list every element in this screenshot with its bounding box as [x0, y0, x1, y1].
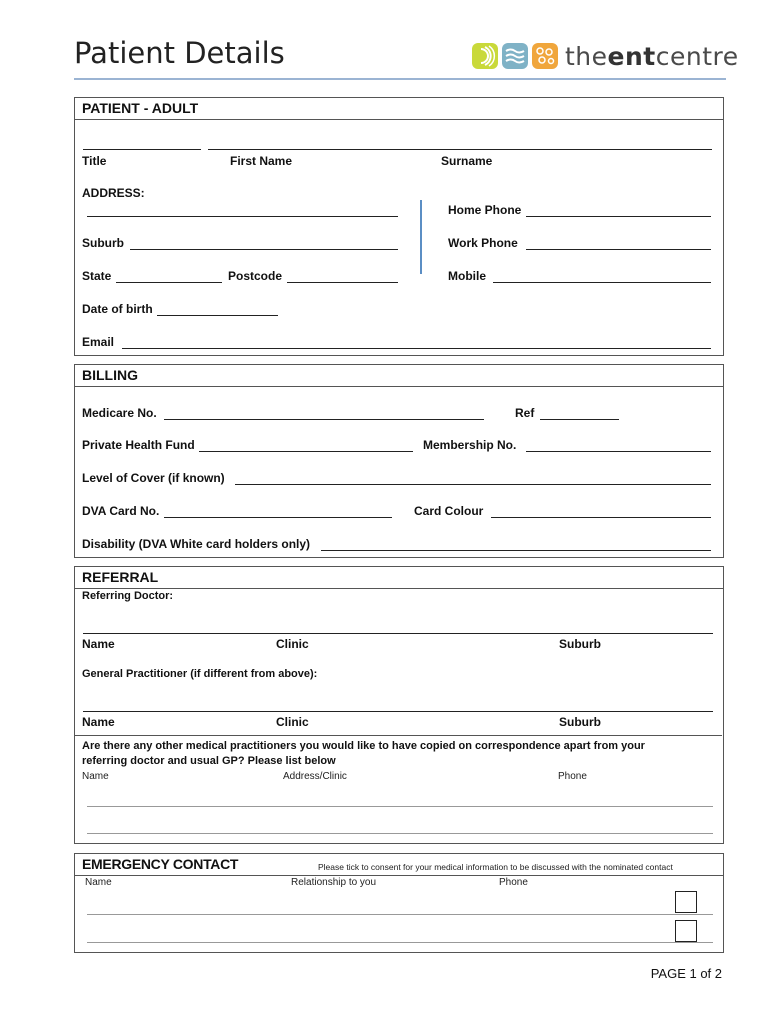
- gp-clinic-label: Clinic: [276, 715, 309, 729]
- brand-name: theentcentre: [565, 41, 739, 71]
- consent-checkbox-1[interactable]: [675, 891, 697, 913]
- surname-label: Surname: [441, 154, 493, 168]
- name-label: Name: [82, 637, 115, 651]
- emergency-col-name: Name: [85, 877, 112, 888]
- gp-field[interactable]: [83, 711, 713, 712]
- mobile-label: Mobile: [448, 269, 486, 283]
- patient-section: [74, 97, 724, 356]
- clinic-label: Clinic: [276, 637, 309, 651]
- referring-doctor-label: Referring Doctor:: [82, 590, 174, 602]
- email-label: Email: [82, 335, 115, 349]
- card-colour-label: Card Colour: [414, 504, 484, 518]
- disability-field[interactable]: [321, 550, 711, 551]
- referring-doctor-field[interactable]: [83, 633, 713, 634]
- copies-row-2[interactable]: [87, 833, 713, 834]
- postcode-field[interactable]: [287, 282, 398, 283]
- ref-label: Ref: [515, 406, 535, 420]
- title-label: Title: [82, 154, 107, 168]
- emergency-col-relationship: Relationship to you: [291, 877, 377, 888]
- membership-field[interactable]: [526, 451, 711, 452]
- ent-centre-logo: [472, 41, 739, 71]
- dob-label: Date of birth: [82, 302, 153, 316]
- copies-question-line2: referring doctor and usual GP? Please list below: [82, 755, 336, 767]
- referral-section: [74, 566, 724, 844]
- dva-field[interactable]: [164, 517, 392, 518]
- page-title: Patient Details: [74, 36, 285, 70]
- ref-field[interactable]: [540, 419, 619, 420]
- medicare-field[interactable]: [164, 419, 484, 420]
- throat-icon: [532, 43, 558, 69]
- membership-label: Membership No.: [423, 438, 517, 452]
- work-phone-field[interactable]: [526, 249, 711, 250]
- title-field[interactable]: [83, 149, 201, 150]
- referral-header: REFERRAL: [75, 567, 723, 589]
- title-rule: [74, 78, 726, 80]
- copies-col-phone: Phone: [558, 771, 587, 782]
- gp-suburb-label: Suburb: [559, 715, 601, 729]
- page-number: PAGE 1 of 2: [650, 966, 722, 981]
- state-label: State: [82, 269, 112, 283]
- consent-note: Please tick to consent for your medical information to be discussed with the nominated contact: [318, 862, 673, 872]
- gp-label: General Practitioner (if different from above):: [82, 668, 318, 680]
- copies-col-address: Address/Clinic: [283, 771, 347, 782]
- suburb-label: Suburb: [82, 236, 124, 250]
- cover-field[interactable]: [235, 484, 711, 485]
- consent-checkbox-2[interactable]: [675, 920, 697, 942]
- name-field[interactable]: [208, 149, 712, 150]
- state-field[interactable]: [116, 282, 222, 283]
- health-fund-label: Private Health Fund: [82, 438, 195, 452]
- copies-col-name: Name: [82, 771, 109, 782]
- address-label: ADDRESS:: [82, 186, 145, 200]
- home-phone-field[interactable]: [526, 216, 711, 217]
- emergency-header: EMERGENCY CONTACT: [75, 854, 723, 876]
- question-divider: [75, 735, 722, 736]
- emergency-row-2[interactable]: [87, 942, 713, 943]
- postcode-label: Postcode: [228, 269, 283, 283]
- nose-icon: [502, 43, 528, 69]
- patient-header: PATIENT - ADULT: [75, 98, 723, 120]
- home-phone-label: Home Phone: [448, 203, 522, 217]
- copies-question: Are there any other medical practitioners you would like to have copied on correspondence apart from your: [82, 740, 645, 752]
- billing-header: BILLING: [75, 365, 723, 387]
- suburb-field[interactable]: [130, 249, 398, 250]
- suburb-label: Suburb: [559, 637, 601, 651]
- work-phone-label: Work Phone: [448, 236, 518, 250]
- cover-label: Level of Cover (if known): [82, 471, 225, 485]
- emergency-col-phone: Phone: [499, 877, 528, 888]
- email-field[interactable]: [122, 348, 711, 349]
- mobile-field[interactable]: [493, 282, 711, 283]
- first-name-label: First Name: [230, 154, 293, 168]
- card-colour-field[interactable]: [491, 517, 711, 518]
- gp-name-label: Name: [82, 715, 115, 729]
- emergency-section: [74, 853, 724, 953]
- dob-field[interactable]: [157, 315, 278, 316]
- dva-label: DVA Card No.: [82, 504, 160, 518]
- emergency-row-1[interactable]: [87, 914, 713, 915]
- medicare-label: Medicare No.: [82, 406, 157, 420]
- disability-label: Disability (DVA White card holders only): [82, 537, 311, 551]
- copies-row-1[interactable]: [87, 806, 713, 807]
- billing-section: [74, 364, 724, 558]
- ear-icon: [472, 43, 498, 69]
- address-field[interactable]: [87, 216, 398, 217]
- address-divider: [420, 200, 422, 274]
- health-fund-field[interactable]: [199, 451, 413, 452]
